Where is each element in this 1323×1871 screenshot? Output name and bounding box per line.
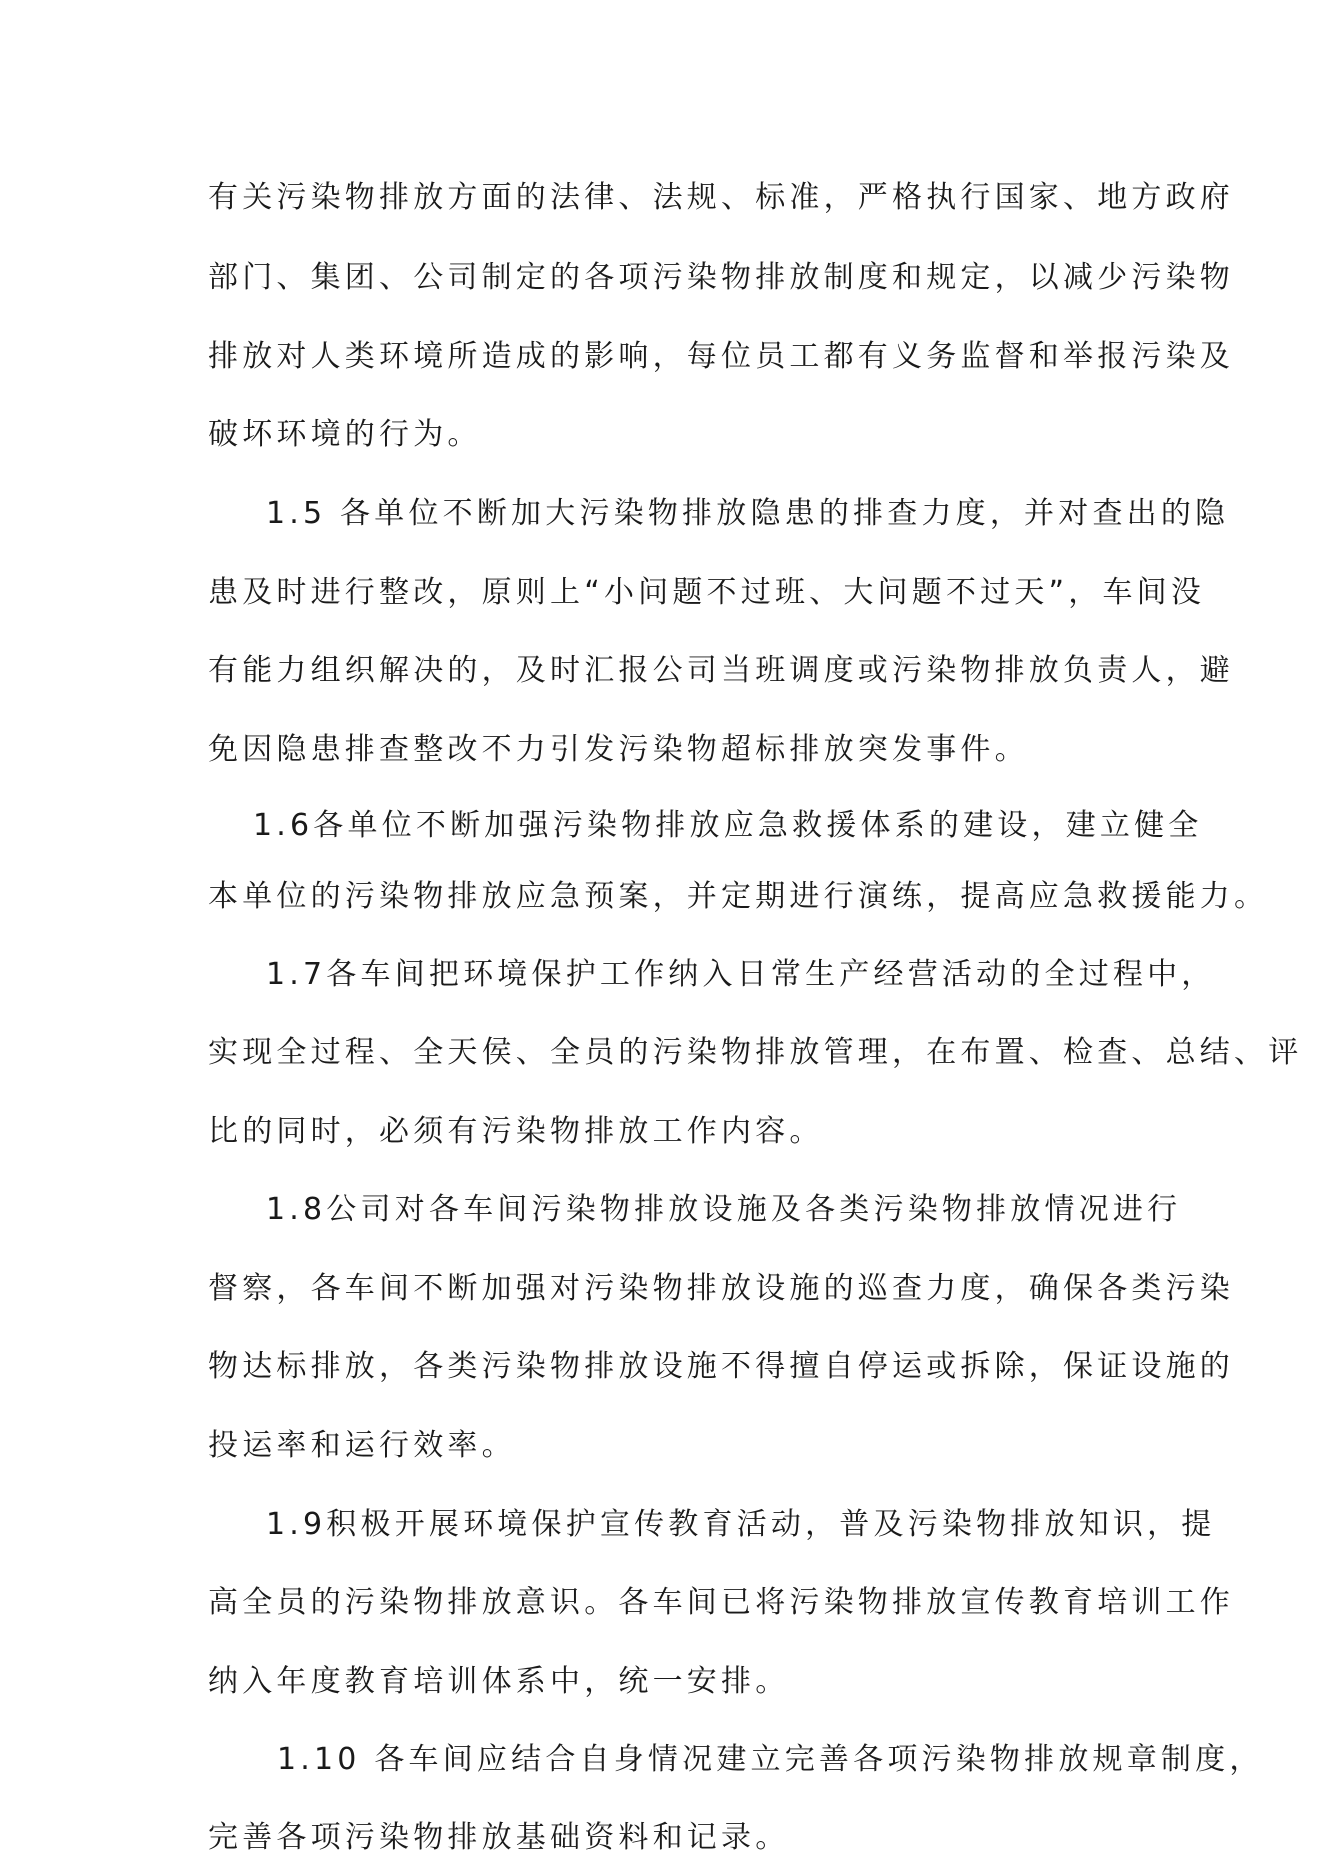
text-line: 1.10 各车间应结合自身情况建立完善各项污染物排放规章制度， <box>277 1742 1264 1777</box>
text-line: 排放对人类环境所造成的影响，每位员工都有义务监督和举报污染及 <box>208 339 1234 374</box>
text-line: 本单位的污染物排放应急预案，并定期进行演练，提高应急救援能力。 <box>208 879 1269 914</box>
text-line: 部门、集团、公司制定的各项污染物排放制度和规定，以减少污染物 <box>208 260 1234 295</box>
text-line: 破坏环境的行为。 <box>208 417 482 452</box>
text-line: 投运率和运行效率。 <box>208 1428 516 1463</box>
text-line: 1.6各单位不断加强污染物排放应急救援体系的建设，建立健全 <box>253 808 1203 843</box>
text-line: 完善各项污染物排放基础资料和记录。 <box>208 1820 790 1855</box>
text-line: 纳入年度教育培训体系中，统一安排。 <box>208 1664 790 1699</box>
text-line: 免因隐患排查整改不力引发污染物超标排放突发事件。 <box>208 732 1029 767</box>
text-line: 比的同时，必须有污染物排放工作内容。 <box>208 1114 824 1149</box>
text-line: 督察，各车间不断加强对污染物排放设施的巡查力度，确保各类污染 <box>208 1271 1234 1306</box>
text-line: 有关污染物排放方面的法律、法规、标准，严格执行国家、地方政府 <box>208 180 1234 215</box>
text-line: 1.7各车间把环境保护工作纳入日常生产经营活动的全过程中， <box>266 957 1216 992</box>
text-line: 患及时进行整改，原则上“小问题不过班、大问题不过天”，车间没 <box>208 575 1206 610</box>
text-line: 1.8公司对各车间污染物排放设施及各类污染物排放情况进行 <box>266 1192 1182 1227</box>
text-line: 1.9积极开展环境保护宣传教育活动，普及污染物排放知识，提 <box>266 1507 1216 1542</box>
text-line: 高全员的污染物排放意识。各车间已将污染物排放宣传教育培训工作 <box>208 1585 1234 1620</box>
text-line: 有能力组织解决的，及时汇报公司当班调度或污染物排放负责人，避 <box>208 653 1234 688</box>
text-line: 实现全过程、全天侯、全员的污染物排放管理，在布置、检查、总结、评 <box>208 1035 1303 1070</box>
text-line: 1.5 各单位不断加大污染物排放隐患的排查力度，并对查出的隐 <box>266 496 1230 531</box>
text-line: 物达标排放，各类污染物排放设施不得擅自停运或拆除，保证设施的 <box>208 1349 1234 1384</box>
